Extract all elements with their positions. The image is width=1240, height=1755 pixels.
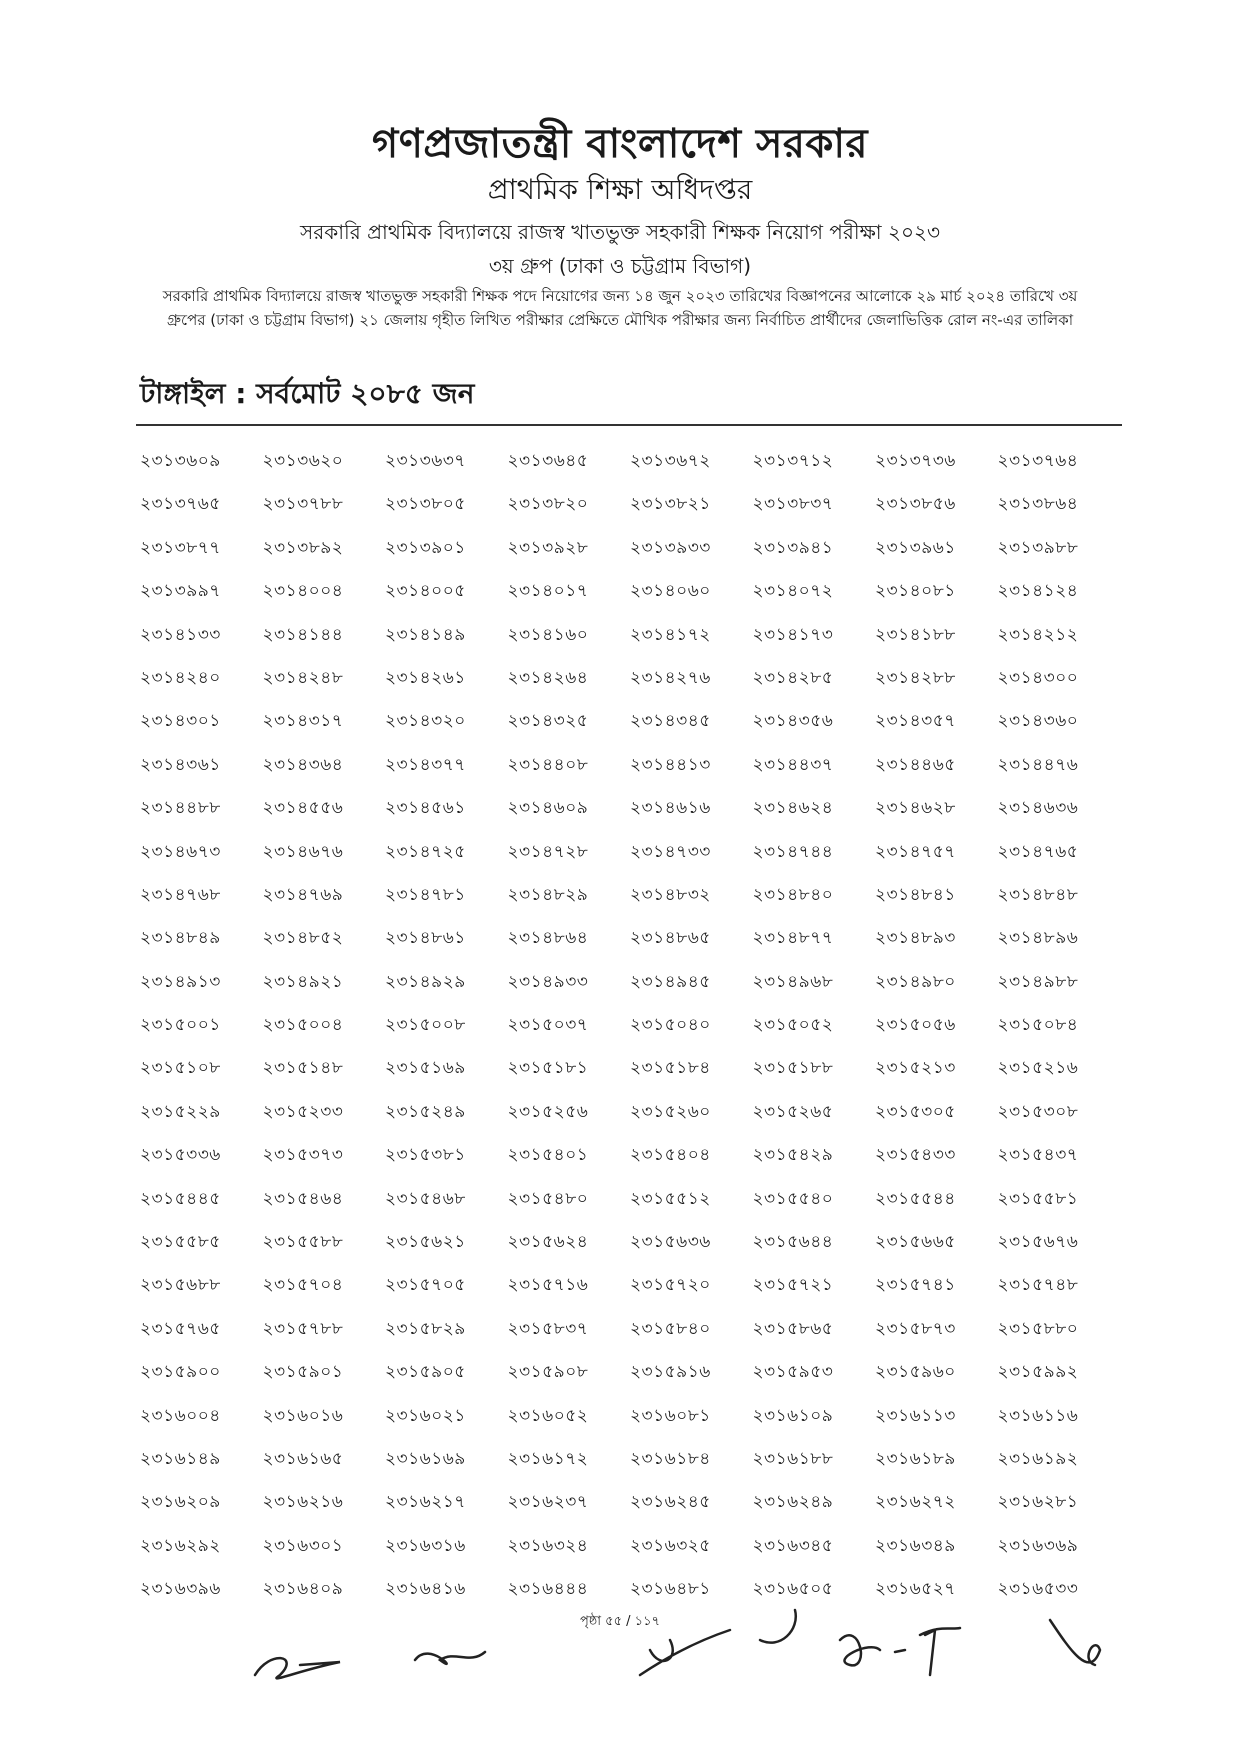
roll-number-cell: ২৩১৪৬২৮ <box>875 798 956 819</box>
roll-number-cell: ২৩১৬২১৬ <box>262 1492 344 1513</box>
roll-number-cell: ২৩১৫৪৬৪ <box>262 1188 344 1209</box>
roll-number-cell: ২৩১৫৬৪৪ <box>752 1232 834 1253</box>
roll-number-cell: ২৩১৫৭৬৫ <box>140 1318 221 1339</box>
roll-number-cell: ২৩১৫৮৮০ <box>997 1318 1079 1339</box>
roll-number-cell: ২৩১৪০০৪ <box>262 581 344 602</box>
roll-number-cell: ২৩১৩৮৫৬ <box>875 494 956 515</box>
roll-number-cell: ২৩১৬৫০৫ <box>752 1579 834 1600</box>
roll-number-cell: ২৩১৫৭১৬ <box>507 1275 589 1296</box>
roll-number-cell: ২৩১৬২৪৫ <box>630 1492 711 1513</box>
roll-number-cell: ২৩১৬১০৯ <box>752 1405 834 1426</box>
roll-number-cell: ২৩১৫০৮৪ <box>997 1015 1079 1036</box>
roll-number-cell: ২৩১৫৭০৪ <box>262 1275 344 1296</box>
roll-number-cell: ২৩১৪৮৪৯ <box>140 928 221 949</box>
group-title: ৩য় গ্রুপ (ঢাকা ও চট্টগ্রাম বিভাগ) <box>488 254 752 278</box>
roll-number-cell: ২৩১৫১৮৪ <box>630 1058 711 1079</box>
roll-number-cell: ২৩১৫২২৯ <box>140 1101 221 1122</box>
roll-number-cell: ২৩১৪৬২৪ <box>752 798 834 819</box>
roll-number-cell: ২৩১৩৮৬৪ <box>997 494 1079 515</box>
roll-number-cell: ২৩১৬১৮৮ <box>752 1448 834 1469</box>
roll-number-cell: ২৩১৫৮৬৫ <box>752 1318 834 1339</box>
roll-number-cell: ২৩১৪৮৯৬ <box>997 928 1079 949</box>
roll-number-cell: ২৩১৪০৭২ <box>752 581 834 602</box>
roll-number-cell: ২৩১৬৩৬৯ <box>997 1535 1079 1556</box>
roll-number-cell: ২৩১৪০৮১ <box>875 581 956 602</box>
signature-5 <box>840 1635 905 1665</box>
roll-number-cell: ২৩১৪৩০০ <box>997 667 1079 688</box>
roll-number-cell: ২৩১৫১৮১ <box>507 1058 589 1079</box>
roll-number-cell: ২৩১৫২৫৬ <box>507 1101 589 1122</box>
roll-number-cell: ২৩১৪৯১৩ <box>140 971 221 992</box>
roll-number-cell: ২৩১৫৪৩৭ <box>997 1145 1079 1166</box>
signature-4 <box>760 1610 796 1643</box>
roll-number-cell: ২৩১৪৩৫৭ <box>875 711 956 732</box>
roll-number-cell: ২৩১৫৪২৯ <box>752 1145 834 1166</box>
roll-number-cell: ২৩১৫২৬৫ <box>752 1101 834 1122</box>
roll-number-cell: ২৩১৬৩২৫ <box>630 1535 711 1556</box>
roll-number-cell: ২৩১৪০০৫ <box>385 581 466 602</box>
district-heading: টাঙ্গাইল : সর্বমোট ২০৮৫ জন <box>140 377 475 410</box>
roll-number-cell: ২৩১৫২৪৯ <box>385 1101 466 1122</box>
roll-number-cell: ২৩১৫৯০৮ <box>507 1362 589 1383</box>
roll-number-cell: ২৩১৪৪৭৬ <box>997 754 1079 775</box>
roll-number-cell: ২৩১৪৭৮১ <box>385 884 466 905</box>
roll-number-cell: ২৩১৩৬৭২ <box>630 451 711 471</box>
roll-number-cell: ২৩১৫৭৪৮ <box>997 1275 1079 1296</box>
roll-number-cell: ২৩১৫৫৮৫ <box>140 1232 221 1253</box>
roll-number-cell: ২৩১৬৩২৪ <box>507 1535 589 1556</box>
roll-number-cell: ২৩১৫৩৩৬ <box>140 1145 221 1166</box>
roll-number-cell: ২৩১৪৩৫৬ <box>752 711 834 732</box>
roll-number-cell: ২৩১৩৮৩৭ <box>752 494 834 515</box>
roll-number-cell: ২৩১৫৪০১ <box>507 1145 589 1166</box>
roll-number-cell: ২৩১৪৩১৭ <box>262 711 344 732</box>
roll-number-cell: ২৩১৪৭৬৫ <box>997 841 1079 862</box>
roll-number-cell: ২৩১৪১৩৩ <box>140 624 221 645</box>
roll-number-cell: ২৩১৪৮৭৭ <box>752 928 834 949</box>
roll-number-cell: ২৩১৪৮৪৮ <box>997 884 1079 905</box>
roll-number-cell: ২৩১৫৩০৫ <box>875 1101 956 1122</box>
roll-number-cell: ২৩১৪২৬১ <box>385 667 466 688</box>
roll-number-cell: ২৩১৩৬৩৭ <box>385 451 466 471</box>
roll-number-cell: ২৩১৬৩১৬ <box>385 1535 466 1556</box>
roll-number-cell: ২৩১৬১৬৯ <box>385 1448 466 1469</box>
roll-number-cell: ২৩১৬০২১ <box>385 1405 466 1426</box>
roll-number-cell: ২৩১৫৪৪৫ <box>140 1188 221 1209</box>
roll-number-cell: ২৩১৬৩৯৬ <box>140 1579 221 1600</box>
roll-number-cell: ২৩১৬০৫২ <box>507 1405 589 1426</box>
roll-number-cell: ২৩১৫৯৯২ <box>997 1362 1079 1383</box>
notice-text: সরকারি প্রাথমিক বিদ্যালয়ে রাজস্ব খাতভুক্ত সহকারী শিক্ষক পদে নিয়োগের জন্য ১৪ জুন ২০২৩ তারিখের বিজ্ঞাপনের আলোকে ২৯ মার্চ ২০২৪ তারিখে ৩য় গ্রুপের (ঢাকা ও চট্টগ্রাম বিভাগ) ২১ জেলায় গৃহীত লিখিত পরীক্ষার প্রেক্ষিতে মৌখিক পরীক্ষার জন্য নির্বাচিত প্রার্থীদের জেলাভিত্তিক রোল নং-এর তালিকা <box>162 287 1078 329</box>
roll-number-cell: ২৩১৫৭২১ <box>752 1275 834 1296</box>
roll-number-cell: ২৩১৫৮৪০ <box>630 1318 711 1339</box>
roll-number-cell: ২৩১৪৬৩৬ <box>997 798 1079 819</box>
roll-number-cell: ২৩১৪৯৬৮ <box>752 971 834 992</box>
roll-number-cell: ২৩১৬২৯২ <box>140 1535 221 1556</box>
roll-number-cell: ২৩১৪৪৮৮ <box>140 798 221 819</box>
roll-number-cell: ২৩১৩৭১২ <box>752 451 834 471</box>
roll-number-cell: ২৩১৪৯৪৫ <box>630 971 711 992</box>
roll-number-cell: ২৩১৪৭৩৩ <box>630 841 711 862</box>
roll-number-cell: ২৩১৪৮৬৪ <box>507 928 589 949</box>
roll-number-cell: ২৩১৫৩৭৩ <box>262 1145 344 1166</box>
roll-number-cell: ২৩১৪৯৮০ <box>875 971 956 992</box>
roll-number-cell: ২৩১৩৮২১ <box>630 494 711 515</box>
roll-number-cell: ২৩১৪১৬০ <box>507 624 589 645</box>
roll-number-cell: ২৩১৩৯৩৩ <box>630 537 711 558</box>
signature-6 <box>920 1628 960 1675</box>
roll-number-cell: ২৩১৬২৮১ <box>997 1492 1079 1513</box>
roll-number-cell: ২৩১৪৩৬৪ <box>262 754 344 775</box>
roll-number-cell: ২৩১৩৮৭৭ <box>140 537 221 558</box>
heading-divider <box>136 424 1122 426</box>
roll-number-cell: ২৩১৪২৪০ <box>140 667 221 688</box>
roll-number-cell: ২৩১৪২৮৮ <box>875 667 956 688</box>
roll-number-cell: ২৩১৪৩২৫ <box>507 711 589 732</box>
roll-number-cell: ২৩১৫৫৮১ <box>997 1188 1079 1209</box>
roll-number-cell: ২৩১৪২১২ <box>997 624 1079 645</box>
roll-number-cell: ২৩১৩৯০১ <box>385 537 466 558</box>
roll-number-cell: ২৩১৫০৫২ <box>752 1015 834 1036</box>
roll-number-cell: ২৩১৫৯০০ <box>140 1362 221 1383</box>
roll-number-cell: ২৩১৪৭৫৭ <box>875 841 956 862</box>
signatures <box>0 1580 1240 1690</box>
roll-number-cell: ২৩১৫০৩৭ <box>507 1015 589 1036</box>
roll-number-cell: ২৩১৫২১৩ <box>875 1058 956 1079</box>
roll-number-cell: ২৩১৬২৪৯ <box>752 1492 834 1513</box>
roll-number-cell: ২৩১৬১১৬ <box>997 1405 1079 1426</box>
roll-number-cell: ২৩১৫০০৪ <box>262 1015 344 1036</box>
roll-number-cell: ২৩১৫৬৬৫ <box>875 1232 956 1253</box>
roll-number-cell: ২৩১৫৪৩৩ <box>875 1145 956 1166</box>
signature-2 <box>415 1652 485 1664</box>
roll-number-cell: ২৩১৩৭৮৮ <box>262 494 344 515</box>
roll-number-cell: ২৩১৪০৬০ <box>630 581 711 602</box>
government-title: গণপ্রজাতন্ত্রী বাংলাদেশ সরকার <box>372 121 868 167</box>
roll-number-cell: ২৩১৫৮৩৭ <box>507 1318 589 1339</box>
roll-number-cell: ২৩১৪৪৬৫ <box>875 754 956 775</box>
roll-number-cell: ২৩১৫৩০৮ <box>997 1101 1079 1122</box>
roll-number-cell: ২৩১৪৫৫৬ <box>262 798 344 819</box>
roll-number-cell: ২৩১৫৪০৪ <box>630 1145 711 1166</box>
signature-3 <box>640 1630 730 1675</box>
roll-number-cell: ২৩১৪৩৬০ <box>997 711 1079 732</box>
roll-number-cell: ২৩১৩৬০৯ <box>140 451 221 471</box>
roll-number-cell: ২৩১৪৪০৮ <box>507 754 589 775</box>
roll-number-cell: ২৩১৫৬৭৬ <box>997 1232 1079 1253</box>
roll-number-cell: ২৩১৫০০৮ <box>385 1015 466 1036</box>
roll-number-cell: ২৩১৪৬১৬ <box>630 798 711 819</box>
roll-number-cell: ২৩১৪৬৭৩ <box>140 841 221 862</box>
roll-number-cell: ২৩১৪১৪৯ <box>385 624 466 645</box>
roll-number-cell: ২৩১৫৬৩৬ <box>630 1232 711 1253</box>
roll-number-cell: ২৩১৬৪৮১ <box>630 1579 711 1600</box>
roll-number-cell: ২৩১৫৮২৯ <box>385 1318 466 1339</box>
roll-number-cell: ২৩১৫৯৬০ <box>875 1362 956 1383</box>
roll-number-cell: ২৩১৪৮৬৫ <box>630 928 711 949</box>
roll-number-cell: ২৩১৪৮৪০ <box>752 884 834 905</box>
roll-number-cell: ২৩১৪৩৭৭ <box>385 754 466 775</box>
roll-number-cell: ২৩১৪৪১৩ <box>630 754 711 775</box>
roll-number-cell: ২৩১৬১৯২ <box>997 1448 1079 1469</box>
roll-number-cell: ২৩১৪০১৭ <box>507 581 589 602</box>
roll-number-cell: ২৩১৪১৪৪ <box>262 624 344 645</box>
roll-number-cell: ২৩১৬০১৬ <box>262 1405 344 1426</box>
roll-number-cell: ২৩১৫১৮৮ <box>752 1058 834 1079</box>
roll-number-cell: ২৩১৪২৬৪ <box>507 667 589 688</box>
roll-number-cell: ২৩১৪৭২৫ <box>385 841 466 862</box>
roll-number-cell: ২৩১৫০৪০ <box>630 1015 711 1036</box>
roll-number-cell: ২৩১৫২৬০ <box>630 1101 711 1122</box>
roll-number-cell: ২৩১৪৯২১ <box>262 971 344 992</box>
roll-number-cell: ২৩১৫৫৪৪ <box>875 1188 956 1209</box>
roll-number-cell: ২৩১৫৫৪০ <box>752 1188 834 1209</box>
roll-number-cell: ২৩১৫৫৮৮ <box>262 1232 344 1253</box>
roll-number-cell: ২৩১৪৩০১ <box>140 711 221 732</box>
roll-number-cell: ২৩১৩৬২০ <box>262 451 344 471</box>
roll-number-cell: ২৩১৪৯৩৩ <box>507 971 589 992</box>
signature-7 <box>1050 1620 1100 1665</box>
roll-number-cell: ২৩১৬৩০১ <box>262 1535 344 1556</box>
roll-number-cell: ২৩১৩৭৩৬ <box>875 451 956 471</box>
roll-number-cell: ২৩১৩৮০৫ <box>385 494 466 515</box>
roll-number-cell: ২৩১৩৬৪৫ <box>507 451 589 471</box>
roll-number-cell: ২৩১৬১৭২ <box>507 1448 589 1469</box>
roll-number-cell: ২৩১৩৭৬৪ <box>997 451 1079 471</box>
roll-number-cell: ২৩১৪৩৬১ <box>140 754 221 775</box>
roll-number-cell: ২৩১৩৯৪১ <box>752 537 834 558</box>
roll-number-cell: ২৩১৪৭৪৪ <box>752 841 834 862</box>
page-number: পৃষ্ঠা ৫৫ / ১১৭ <box>579 1614 661 1629</box>
roll-number-cell: ২৩১৪৯৮৮ <box>997 971 1079 992</box>
roll-number-cell: ২৩১৬১৬৫ <box>262 1448 344 1469</box>
roll-number-cell: ২৩১৫৬৮৮ <box>140 1275 221 1296</box>
roll-number-cell: ২৩১৫৭০৫ <box>385 1275 466 1296</box>
roll-number-cell: ২৩১৪৮৩২ <box>630 884 711 905</box>
roll-number-cell: ২৩১৫৪৬৮ <box>385 1188 466 1209</box>
roll-number-cell: ২৩১৪২৮৫ <box>752 667 834 688</box>
roll-number-cell: ২৩১৪৭৬৮ <box>140 884 221 905</box>
roll-number-cell: ২৩১৬১১৩ <box>875 1405 956 1426</box>
roll-number-cell: ২৩১৬৫৩৩ <box>997 1579 1079 1600</box>
roll-number-cell: ২৩১৪৮৪১ <box>875 884 956 905</box>
roll-number-cell: ২৩১৬৪০৯ <box>262 1579 344 1600</box>
roll-number-cell: ২৩১৪১২৪ <box>997 581 1079 602</box>
roll-number-cell: ২৩১৫২১৬ <box>997 1058 1079 1079</box>
roll-number-cell: ২৩১৪৩২০ <box>385 711 466 732</box>
roll-number-cell: ২৩১৬১৮৯ <box>875 1448 956 1469</box>
roll-number-cell: ২৩১৬০৮১ <box>630 1405 711 1426</box>
roll-number-cell: ২৩১৫৭৪১ <box>875 1275 956 1296</box>
roll-number-cell: ২৩১৫১৪৮ <box>262 1058 344 1079</box>
roll-number-cell: ২৩১৪৮৫২ <box>262 928 344 949</box>
roll-number-cell: ২৩১৪৫৬১ <box>385 798 466 819</box>
roll-number-cell: ২৩১৩৯২৮ <box>507 537 589 558</box>
roll-number-table <box>140 440 1120 1612</box>
roll-number-cell: ২৩১৫৯৫৩ <box>752 1362 834 1383</box>
roll-number-cell: ২৩১৫০৫৬ <box>875 1015 956 1036</box>
roll-number-cell: ২৩১৫৬২১ <box>385 1232 466 1253</box>
roll-number-cell: ২৩১৫৪৮০ <box>507 1188 589 1209</box>
roll-number-cell: ২৩১৪৮৬১ <box>385 928 466 949</box>
roll-number-cell: ২৩১৫৫১২ <box>630 1188 711 1209</box>
roll-number-cell: ২৩১৬২১৭ <box>385 1492 466 1513</box>
roll-number-cell: ২৩১৫৯০৫ <box>385 1362 466 1383</box>
roll-number-cell: ২৩১৬৪৪৪ <box>507 1579 589 1600</box>
roll-number-cell: ২৩১৪৯২৯ <box>385 971 466 992</box>
roll-number-cell: ২৩১৫২৩৩ <box>262 1101 344 1122</box>
roll-number-cell: ২৩১৬৩৪৫ <box>752 1535 834 1556</box>
roll-number-cell: ২৩১৩৯৮৮ <box>997 537 1079 558</box>
exam-title: সরকারি প্রাথমিক বিদ্যালয়ে রাজস্ব খাতভুক্ত সহকারী শিক্ষক নিয়োগ পরীক্ষা ২০২৩ <box>300 220 940 244</box>
roll-number-cell: ২৩১৩৮২০ <box>507 494 589 515</box>
roll-number-cell: ২৩১৪১৭৩ <box>752 624 834 645</box>
roll-number-cell: ২৩১৫৮৭৩ <box>875 1318 956 1339</box>
roll-number-cell: ২৩১৪২৭৬ <box>630 667 711 688</box>
roll-number-cell: ২৩১৫১০৮ <box>140 1058 221 1079</box>
roll-number-cell: ২৩১৬২০৯ <box>140 1492 221 1513</box>
roll-number-cell: ২৩১৪১৮৮ <box>875 624 956 645</box>
roll-number-cell: ২৩১৫৭৮৮ <box>262 1318 344 1339</box>
roll-number-cell: ২৩১৬৩৪৯ <box>875 1535 956 1556</box>
roll-number-cell: ২৩১৪৬৭৬ <box>262 841 344 862</box>
roll-number-cell: ২৩১৬১৪৯ <box>140 1448 221 1469</box>
roll-number-cell: ২৩১৬৪১৬ <box>385 1579 466 1600</box>
roll-number-cell: ২৩১৪৮২৯ <box>507 884 589 905</box>
roll-number-cell: ২৩১৬০০৪ <box>140 1405 221 1426</box>
roll-number-cell: ২৩১৪২৪৮ <box>262 667 344 688</box>
roll-number-cell: ২৩১৫৬২৪ <box>507 1232 589 1253</box>
roll-number-cell: ২৩১৫৯০১ <box>262 1362 344 1383</box>
directorate-title: প্রাথমিক শিক্ষা অধিদপ্তর <box>487 173 753 206</box>
roll-number-cell: ২৩১৬২৩৭ <box>507 1492 589 1513</box>
roll-number-cell: ২৩১৩৮৯২ <box>262 537 344 558</box>
roll-number-cell: ২৩১৫৩৮১ <box>385 1145 466 1166</box>
roll-number-cell: ২৩১৪৭২৮ <box>507 841 589 862</box>
roll-number-cell: ২৩১৩৯৬১ <box>875 537 956 558</box>
roll-number-cell: ২৩১৪৩৪৫ <box>630 711 711 732</box>
roll-number-cell: ২৩১৩৭৬৫ <box>140 494 221 515</box>
roll-number-cell: ২৩১৩৯৯৭ <box>140 581 221 602</box>
roll-number-cell: ২৩১৪৭৬৯ <box>262 884 344 905</box>
roll-number-cell: ২৩১৬২৭২ <box>875 1492 956 1513</box>
roll-number-cell: ২৩১৫৭২০ <box>630 1275 711 1296</box>
signature-1 <box>255 1658 340 1678</box>
roll-number-cell: ২৩১৪১৭২ <box>630 624 711 645</box>
roll-number-cell: ২৩১৪৪৩৭ <box>752 754 834 775</box>
roll-number-cell: ২৩১৬৫২৭ <box>875 1579 956 1600</box>
roll-number-cell: ২৩১৪৮৯৩ <box>875 928 956 949</box>
roll-number-cell: ২৩১৫৯১৬ <box>630 1362 711 1383</box>
roll-number-cell: ২৩১৫০০১ <box>140 1015 221 1036</box>
roll-number-cell: ২৩১৬১৮৪ <box>630 1448 711 1469</box>
roll-number-cell: ২৩১৫১৬৯ <box>385 1058 466 1079</box>
roll-number-cell: ২৩১৪৬০৯ <box>507 798 589 819</box>
